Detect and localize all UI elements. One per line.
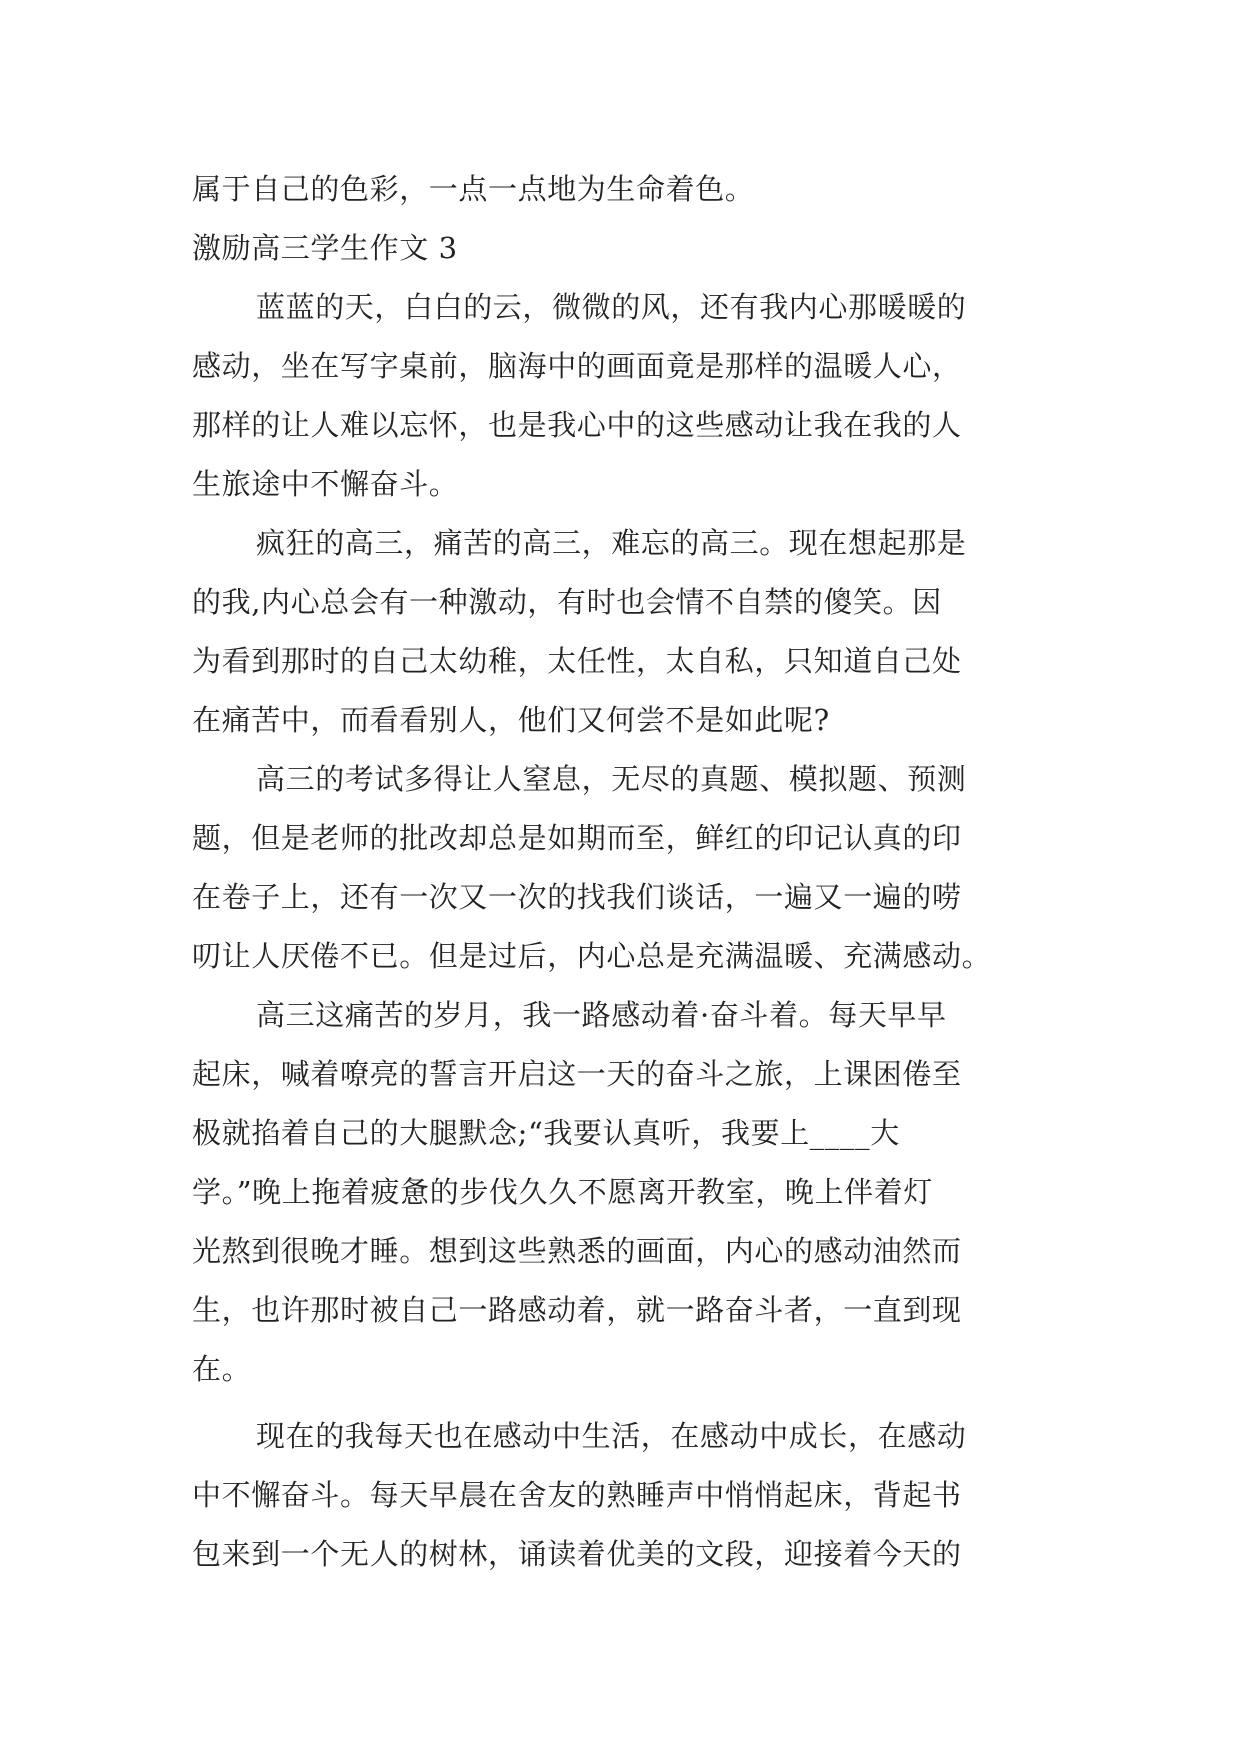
paragraph-spacer xyxy=(192,1399,1054,1407)
essay-heading: 激励高三学生作文 3 xyxy=(192,231,458,265)
paragraph-line: 高三的考试多得让人窒息，无尽的真题、模拟题、预测 xyxy=(256,762,967,796)
paragraph-line: 疯狂的高三，痛苦的高三，难忘的高三。现在想起那是 xyxy=(256,526,967,560)
paragraph-line: 的我,内心总会有一种激动，有时也会情不自禁的傻笑。因 xyxy=(192,585,942,619)
paragraph xyxy=(192,514,1054,750)
paragraph-line: 蓝蓝的天，白白的云，微微的风，还有我内心那暖暖的 xyxy=(256,290,967,324)
paragraph-line: 感动，坐在写字桌前，脑海中的画面竟是那样的温暖人心， xyxy=(192,349,962,383)
paragraph-line: 中不懈奋斗。每天早晨在舍友的熟睡声中悄悄起床，背起书 xyxy=(192,1478,962,1512)
paragraph xyxy=(192,278,1054,514)
intro-line: 属于自己的色彩，一点一点地为生命着色。 xyxy=(192,172,755,206)
paragraph xyxy=(192,750,1054,986)
paragraph-line: 起床，喊着嘹亮的誓言开启这一天的奋斗之旅，上课困倦至 xyxy=(192,1057,962,1091)
paragraph-line: 叨让人厌倦不已。但是过后，内心总是充满温暖、充满感动。 xyxy=(192,939,992,973)
paragraph-line: 包来到一个无人的树林，诵读着优美的文段，迎接着今天的 xyxy=(192,1537,962,1571)
paragraph-line: 生旅途中不懈奋斗。 xyxy=(192,467,459,501)
document-body xyxy=(192,160,1054,1584)
paragraph-line: 为看到那时的自己太幼稚，太任性，太自私，只知道自己处 xyxy=(192,644,962,678)
paragraph-line: 在。 xyxy=(192,1352,252,1386)
paragraph xyxy=(192,1407,1054,1584)
paragraph-line: 生，也许那时被自己一路感动着，就一路奋斗者，一直到现 xyxy=(192,1293,962,1327)
paragraph-line: 现在的我每天也在感动中生活，在感动中成长，在感动 xyxy=(256,1419,967,1453)
paragraph-line: 题，但是老师的批改却总是如期而至，鲜红的印记认真的印 xyxy=(192,821,962,855)
paragraph-line: 学。”晚上拖着疲惫的步伐久久不愿离开教室，晚上伴着灯 xyxy=(192,1175,933,1209)
paragraph-line: 在卷子上，还有一次又一次的找我们谈话，一遍又一遍的唠 xyxy=(192,880,962,914)
paragraph-line: 光熬到很晚才睡。想到这些熟悉的画面，内心的感动油然而 xyxy=(192,1234,962,1268)
paragraph-line: 极就掐着自己的大腿默念;“我要认真听，我要上____大 xyxy=(192,1116,900,1150)
paragraph xyxy=(192,986,1054,1399)
paragraph-line: 高三这痛苦的岁月，我一路感动着·奋斗着。每天早早 xyxy=(256,998,947,1032)
paragraph-line: 那样的让人难以忘怀，也是我心中的这些感动让我在我的人 xyxy=(192,408,962,442)
paragraph-line: 在痛苦中，而看看别人，他们又何尝不是如此呢? xyxy=(192,703,830,737)
